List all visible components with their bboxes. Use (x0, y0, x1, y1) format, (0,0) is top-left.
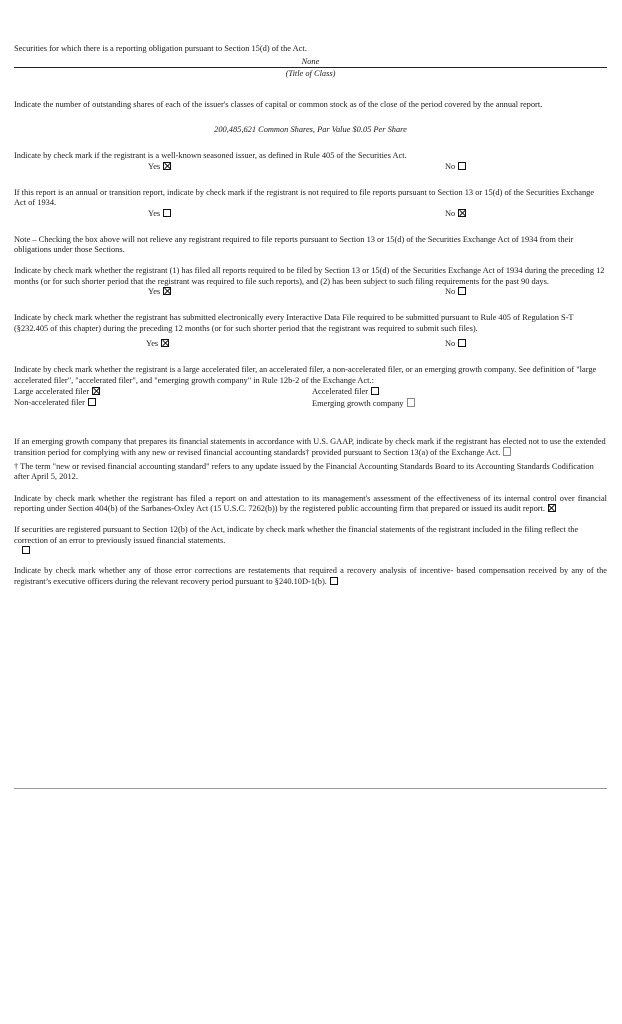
interactive-yes-option[interactable]: Yes (146, 339, 169, 350)
not-required-yes-checkbox[interactable] (163, 209, 171, 217)
interactive-question: Indicate by check mark whether the registrant has submitted electronically every Interactive Data File required to be submitted pursuant to Rule 405 of Regulation S-T (§232.405 of this chapter) during the preceding 12 months (or for such shorter period that the registrant was required to submit such files). (14, 313, 574, 333)
wksi-yes-checkbox[interactable] (163, 162, 171, 170)
correction-question: If securities are registered pursuant to Section 12(b) of the Act, indicate by check mark whether the financial statements of the registrant included in the filing reflect the correction of an error to previously issued financial statements. (14, 525, 579, 545)
large-accelerated-checkbox[interactable] (92, 387, 100, 395)
correction-checkbox[interactable] (22, 546, 30, 554)
attestation-checkbox[interactable] (548, 504, 556, 512)
class-rule (14, 67, 607, 68)
interactive-no-option[interactable]: No (445, 339, 466, 350)
filed-all-options (14, 287, 607, 298)
outstanding-value: 200,485,621 Common Shares, Par Value $0.05 Per Share (214, 125, 407, 135)
wksi-no-option[interactable]: No (445, 162, 466, 173)
filed-all-yes-option[interactable]: Yes (148, 287, 171, 298)
filer-type-row-2 (14, 398, 607, 409)
correction-options (14, 546, 607, 557)
page-bottom-rule (14, 788, 607, 789)
filer-type-row-1 (14, 387, 607, 398)
interactive-options (14, 339, 607, 350)
class-value: None (301, 56, 320, 66)
wksi-no-checkbox[interactable] (458, 162, 466, 170)
interactive-no-checkbox[interactable] (458, 339, 466, 347)
emerging-growth-checkbox[interactable] (407, 398, 415, 407)
filed-all-no-option[interactable]: No (445, 287, 466, 298)
egc-transition-question: If an emerging growth company that prepares its financial statements in accordance with U.S. GAAP, indicate by check mark if the registrant has elected not to use the extended transition period for complying with any new or revised financial accounting standards† provided pursuant to Section 13(a) of the Exchange Act. (14, 436, 606, 458)
non-accelerated-checkbox[interactable] (88, 398, 96, 406)
not-required-yes-option[interactable]: Yes (148, 209, 171, 220)
footnote-text: † The term "new or revised financial accounting standard" refers to any update issued by the Financial Accounting Standards Board to its Accounting Standards Codification after April 5, 2012. (14, 461, 594, 482)
accelerated-checkbox[interactable] (371, 387, 379, 395)
not-required-question: If this report is an annual or transition report, indicate by check mark if the registrant is not required to file reports pursuant to Section 13 or 15(d) of the Securities Exchange Act of 1934. (14, 187, 595, 208)
class-caption: (Title of Class) (285, 69, 336, 79)
filer-type-question: Indicate by check mark whether the registrant is a large accelerated filer, an accelerated filer, a non-accelerated filer, or an emerging growth company. See definition of "large accelerated filer", "accelerated filer", and "emerging growth company" in Rule 12b-2 of the Exchange Act.: (14, 365, 597, 385)
note-text: Note – Checking the box above will not relieve any registrant required to file reports pursuant to Section 13 or 15(d) of the Securities Exchange Act of 1934 from their obligations under those Sections. (14, 234, 574, 255)
emerging-growth-option[interactable]: Emerging growth company (312, 398, 415, 410)
filed-all-no-checkbox[interactable] (458, 287, 466, 295)
accelerated-option[interactable]: Accelerated filer (312, 387, 379, 398)
non-accelerated-option[interactable]: Non-accelerated filer (14, 398, 96, 409)
wksi-options (14, 162, 607, 173)
correction-option[interactable] (19, 546, 30, 557)
egc-transition-checkbox[interactable] (503, 447, 511, 456)
wksi-question: Indicate by check mark if the registrant is a well-known seasoned issuer, as defined in Rule 405 of the Securities Act. (14, 150, 407, 160)
section-15d-line: Securities for which there is a reporting obligation pursuant to Section 15(d) of the Act. (14, 44, 307, 53)
attestation-question: Indicate by check mark whether the registrant has filed a report on and attestation to its management's assessment of the effectiveness of its internal control over financial reporting under Section 404(b) of the Sarbanes-Oxley Act (15 U.S.C. 7262(b)) by the registered public accounting firm that prepared or issued its audit report. (14, 493, 607, 514)
not-required-no-option[interactable]: No (445, 209, 466, 220)
interactive-yes-checkbox[interactable] (161, 339, 169, 347)
restatement-question: Indicate by check mark whether any of those error corrections are restatements that required a recovery analysis of incentive- based compensation received by any of the registrant’s executive officers during the relevant recovery period pursuant to §240.10D-1(b). (14, 566, 607, 586)
wksi-yes-option[interactable]: Yes (148, 162, 171, 173)
outstanding-prompt: Indicate the number of outstanding shares of each of the issuer's classes of capital or common stock as of the close of the period covered by the annual report. (14, 99, 543, 109)
not-required-options (14, 209, 607, 220)
filed-all-question: Indicate by check mark whether the registrant (1) has filed all reports required to be filed by Section 13 or 15(d) of the Securities Exchange Act of 1934 during the preceding 12 months (or for such shorter period that the registrant was required to file such reports), and (2) has been subject to such filing requirements for the past 90 days. (14, 265, 605, 286)
large-accelerated-option[interactable]: Large accelerated filer (14, 387, 100, 398)
filed-all-yes-checkbox[interactable] (163, 287, 171, 295)
restatement-checkbox[interactable] (330, 577, 338, 585)
form-page (14, 44, 607, 587)
not-required-no-checkbox[interactable] (458, 209, 466, 217)
